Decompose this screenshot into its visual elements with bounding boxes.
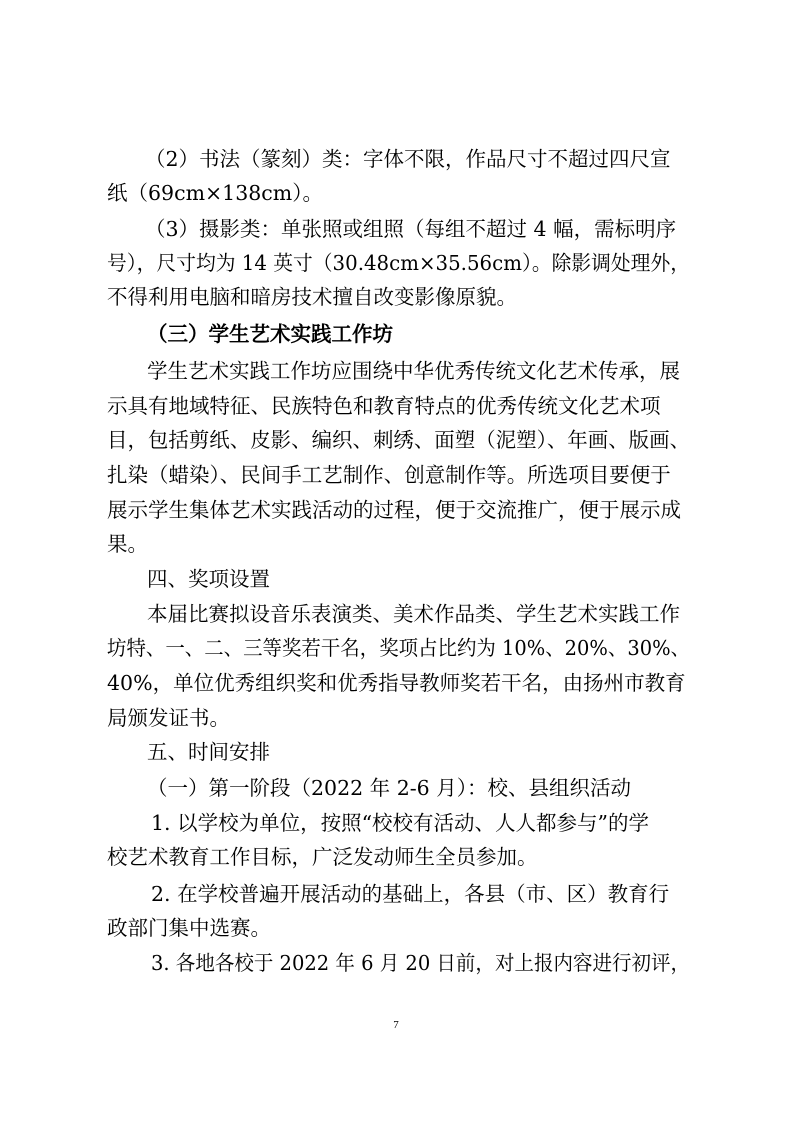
paragraph-line: 展示学生集体艺术实践活动的过程，便于交流推广，便于展示成 <box>107 498 681 522</box>
section-heading: 五、时间安排 <box>147 740 270 764</box>
list-item-line: 3. 各地各校于 2022 年 6 月 20 日前，对上报内容进行初评， <box>151 951 691 975</box>
subsection-heading: （一）第一阶段（2022 年 2-6 月）：校、县组织活动 <box>147 776 631 800</box>
paragraph-line: 示具有地域特征、民族特色和教育特点的优秀传统文化艺术项 <box>107 394 661 418</box>
paragraph-line: 40%，单位优秀组织奖和优秀指导教师奖若干名，由扬州市教育 <box>107 671 686 695</box>
paragraph-line: 学生艺术实践工作坊应围绕中华优秀传统文化艺术传承，展 <box>147 359 680 383</box>
paragraph-line: 不得利用电脑和暗房技术擅自改变影像原貌。 <box>107 285 517 309</box>
paragraph-line: 纸（69cm×138cm）。 <box>107 181 323 205</box>
list-item-line: 1. 以学校为单位，按照“校校有活动、人人都参与”的学 <box>151 811 650 835</box>
list-item-line: 校艺术教育工作目标，广泛发动师生全员参加。 <box>107 845 538 869</box>
page-number: 7 <box>393 1019 399 1031</box>
paragraph-line: 号），尺寸均为 14 英寸（30.48cm×35.56cm）。除影调处理外， <box>107 251 690 275</box>
paragraph-line: 坊特、一、二、三等奖若干名，奖项占比约为 10%、20%、30%、 <box>107 636 690 660</box>
paragraph-line: 果。 <box>107 532 148 556</box>
paragraph-line: 目，包括剪纸、皮影、编织、刺绣、面塑（泥塑）、年画、版画、 <box>107 428 691 452</box>
list-item-line: 政部门集中选赛。 <box>107 916 271 940</box>
paragraph-line: 局颁发证书。 <box>107 706 230 730</box>
list-item-line: 2. 在学校普遍开展活动的基础上，各县（市、区）教育行 <box>151 882 670 906</box>
paragraph-line: （3）摄影类：单张照或组照（每组不超过 4 幅，需标明序 <box>145 217 677 241</box>
paragraph-line: 本届比赛拟设音乐表演类、美术作品类、学生艺术实践工作 <box>147 602 680 626</box>
section-heading: 四、奖项设置 <box>147 567 270 591</box>
paragraph-line: 扎染（蜡染）、民间手工艺制作、创意制作等。所选项目要便于 <box>107 463 671 487</box>
section-heading: （三）学生艺术实践工作坊 <box>147 322 393 346</box>
paragraph-line: （2）书法（篆刻）类：字体不限，作品尺寸不超过四尺宣 <box>145 147 671 171</box>
